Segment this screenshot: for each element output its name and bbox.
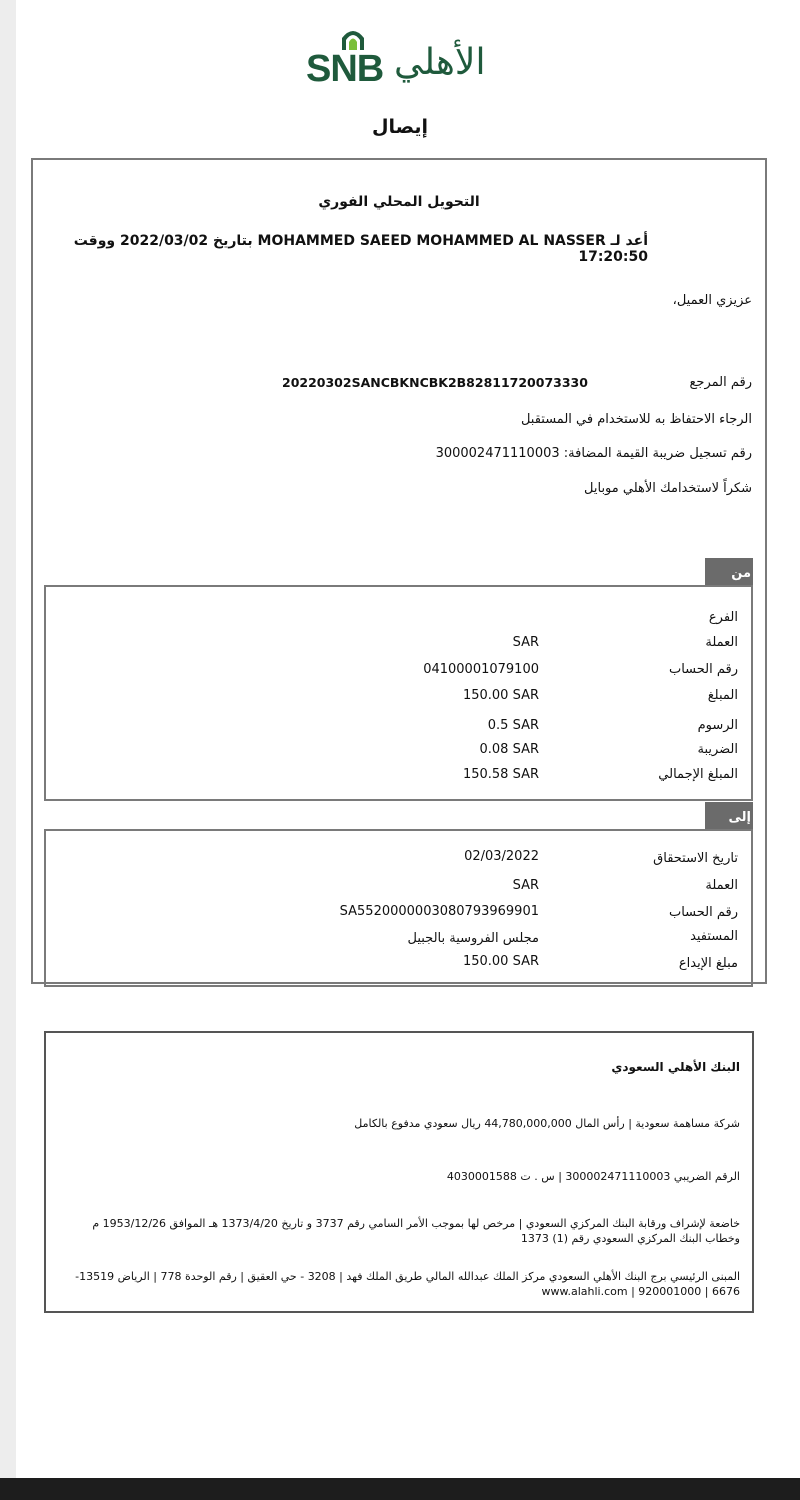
footer-tax-cr: الرقم الضريبي 300002471110003 | س . ت 4030001588: [446, 1170, 740, 1183]
from-currency-text: SAR: [512, 635, 539, 650]
from-total-value: [463, 767, 539, 782]
issued-prefix: أعد لـ: [610, 233, 648, 249]
to-section-tab: إلى: [705, 802, 753, 829]
footer-address: المبنى الرئيسي برج البنك الأهلي السعودي مركز الملك عبدالله المالي طريق الملك فهد | 3208 - حي العقيق | رقم الوحدة 778 | الرياض 13519-6676 | www.alahli.com | 920001000: [75, 1270, 740, 1298]
to-currency-value: [513, 878, 539, 893]
transfer-title: التحويل المحلي الفوري: [318, 194, 480, 210]
keep-note: الرجاء الاحتفاظ به للاستخدام في المستقبل: [520, 412, 752, 427]
issued-date: 2022/03/02: [119, 233, 209, 249]
from-account-text: 04100001079100: [423, 662, 539, 677]
from-section-tab: من: [705, 558, 753, 585]
from-amount-label: المبلغ: [707, 688, 738, 703]
bank-footer: [44, 1031, 754, 1313]
from-fees-text: 0.5 SAR: [487, 718, 539, 733]
to-deposit-label: مبلغ الإيداع: [678, 956, 738, 971]
snb-logo: [300, 26, 485, 96]
from-fees-label: الرسوم: [697, 718, 738, 733]
vat-label: رقم تسجيل ضريبة القيمة المضافة:: [563, 446, 752, 461]
page-edge-shade: [0, 0, 16, 1480]
to-due-date-text: 02/03/2022: [464, 849, 539, 864]
thanks-text: شكراً لاستخدامك الأهلي موبايل: [584, 481, 752, 496]
to-currency-label: العملة: [705, 878, 738, 893]
from-total-text: 150.58 SAR: [462, 767, 539, 782]
issued-time: 17:20:50: [578, 249, 648, 265]
to-account-text: SA5520000003080793969901: [339, 904, 539, 919]
to-beneficiary-value: مجلس الفروسية بالجبيل: [407, 931, 539, 946]
from-total-label: المبلغ الإجمالي: [658, 767, 738, 782]
reference-value: 20220302SANCBKNCBK2B82811720073330: [282, 375, 588, 390]
from-account-label: رقم الحساب: [668, 662, 738, 677]
footer-capital: شركة مساهمة سعودية | رأس المال 44,780,000,000 ريال سعودي مدفوع بالكامل: [354, 1117, 740, 1130]
from-amount-value: [463, 688, 539, 703]
from-amount-text: 150.00 SAR: [462, 688, 539, 703]
from-fees-value: [488, 718, 539, 733]
reference-label: رقم المرجع: [689, 375, 752, 390]
to-due-date-label: تاريخ الاستحقاق: [653, 851, 738, 866]
issued-date-prefix: بتاريخ: [213, 233, 253, 249]
vat-value: 300002471110003: [435, 446, 560, 461]
to-currency-text: SAR: [512, 878, 539, 893]
receipt-title: إيصال: [372, 116, 428, 138]
to-deposit-value: [463, 954, 539, 969]
footer-regulation: خاضعة لإشراف ورقابة البنك المركزي السعودي | مرخص لها بموجب الأمر السامي رقم 3737 و تاريخ 1373/4/20 هـ الموافق 1953/12/26 م وخطاب البنك المركزي السعودي رقم (1) 1373: [92, 1217, 740, 1245]
logo-latin-text: SNB: [306, 48, 384, 90]
to-account-value: [340, 904, 539, 919]
from-tax-label: الضريبة: [697, 742, 738, 757]
footer-bank-name: البنك الأهلي السعودي: [611, 1060, 740, 1074]
to-due-date-value: [464, 849, 539, 864]
from-currency-value: [513, 635, 539, 650]
from-account-value: [423, 662, 539, 677]
issued-line: [60, 233, 648, 265]
bottom-bar: [0, 1478, 800, 1500]
vat-line: [436, 446, 752, 461]
issued-time-prefix: ووقت: [73, 233, 116, 249]
from-branch-label: الفرع: [708, 610, 738, 625]
from-tax-value: [480, 742, 540, 757]
to-section: [44, 829, 753, 987]
to-beneficiary-label: المستفيد: [690, 929, 738, 944]
customer-name: MOHAMMED SAEED MOHAMMED AL NASSER: [257, 233, 606, 249]
greeting-text: عزيزي العميل،: [672, 293, 752, 308]
from-tax-text: 0.08 SAR: [479, 742, 539, 757]
from-currency-label: العملة: [705, 635, 738, 650]
from-section: [44, 585, 753, 801]
to-deposit-text: 150.00 SAR: [462, 954, 539, 969]
logo-arabic-text: الأهلي: [394, 42, 486, 83]
to-account-label: رقم الحساب: [668, 905, 738, 920]
